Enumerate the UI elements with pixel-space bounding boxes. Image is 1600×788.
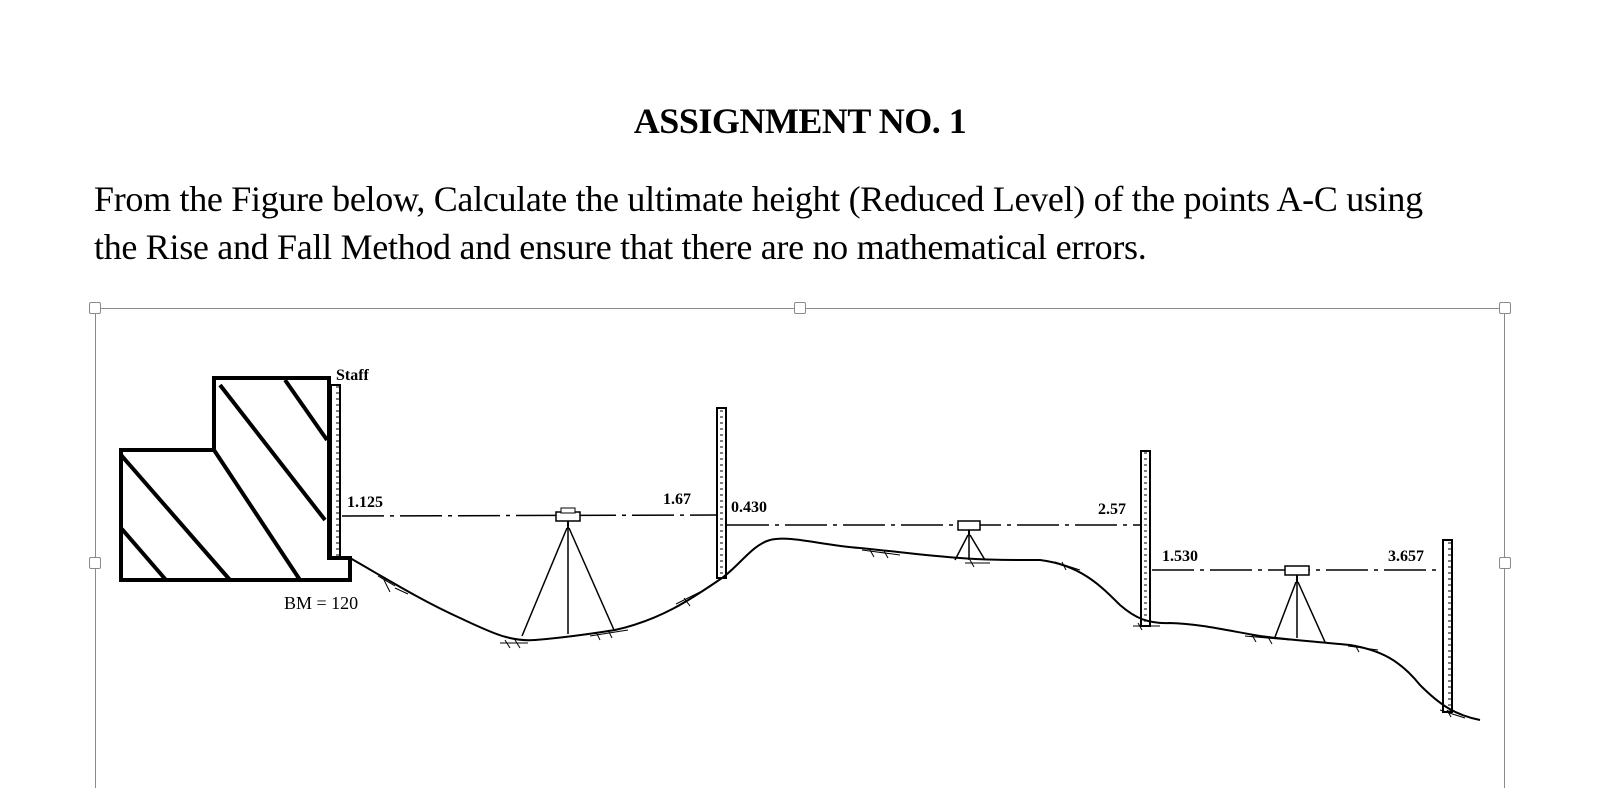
staff-label: Staff: [336, 367, 369, 384]
building-structure: [121, 378, 350, 580]
sight-lines: [342, 515, 1442, 570]
benchmark-label: BM = 120: [284, 593, 359, 613]
level-instrument-1: [522, 508, 614, 636]
reading-3: 0.430: [731, 499, 767, 516]
staff-4: [1443, 540, 1452, 712]
reading-5: 1.530: [1162, 548, 1198, 565]
staff-2: [717, 408, 726, 578]
reading-2: 1.67: [663, 491, 691, 508]
staff-3: [1141, 451, 1150, 626]
ground-profile: [350, 539, 1480, 720]
level-instrument-3: [1275, 566, 1325, 642]
question-line-1: From the Figure below, Calculate the ultimate height (Reduced Level) of the points A-C using: [94, 179, 1423, 219]
level-instrument-2: [955, 521, 985, 560]
question-line-2: the Rise and Fall Method and ensure that there are no mathematical errors.: [94, 227, 1147, 267]
reading-6: 3.657: [1388, 548, 1424, 565]
assignment-title: ASSIGNMENT NO. 1: [633, 101, 967, 141]
reading-4: 2.57: [1098, 501, 1126, 518]
reading-1: 1.125: [347, 494, 383, 511]
staff-1: [331, 385, 340, 557]
